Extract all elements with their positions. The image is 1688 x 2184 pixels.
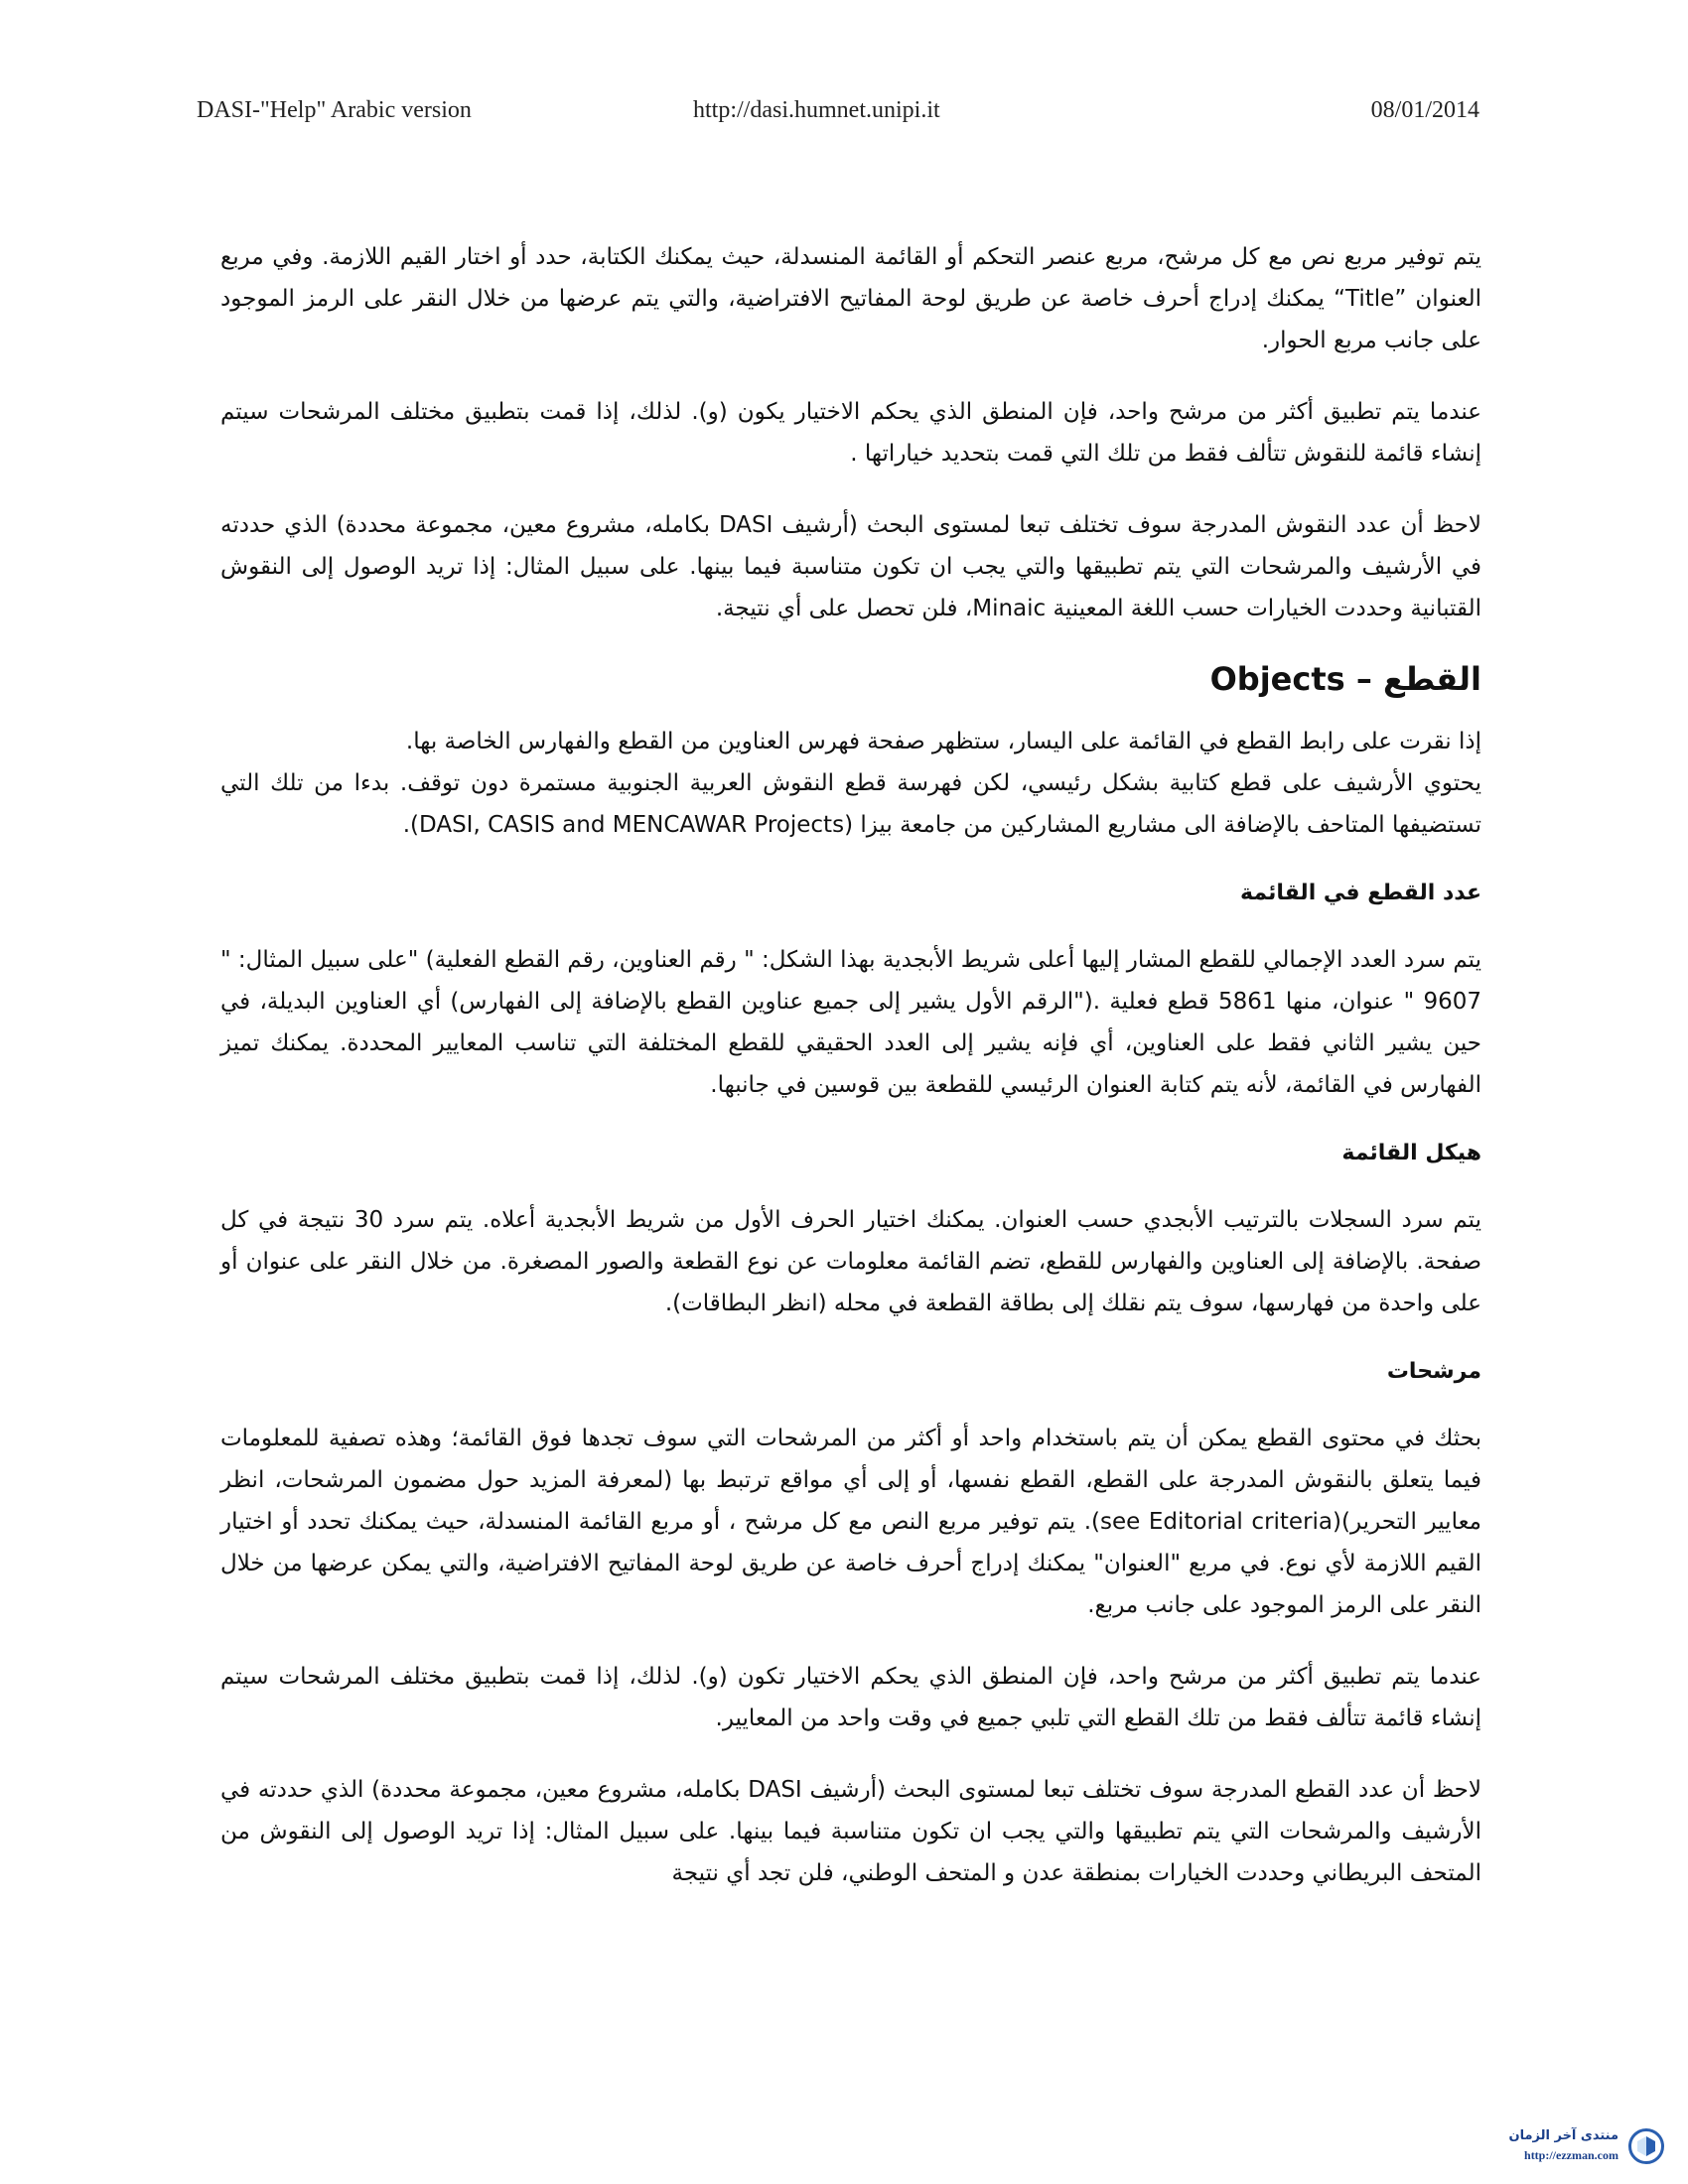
intro-paragraph-3: لاحظ أن عدد النقوش المدرجة سوف تختلف تبعا لمستوى البحث (أرشيف DASI بكامله، مشروع معين، مجموعة محددة) الذي حددته في الأرشيف والمرشحات التي يتم تطبيقها والتي يجب ان تكون متناسبة فيما بينها. على سبيل المثال: إذا تريد الوصول إلى النقوش القتبانية وحددت الخيارات حسب اللغة المعينية Minaic، فلن تحصل على أي نتيجة. [220, 512, 1481, 621]
filters-paragraph-2: عندما يتم تطبيق أكثر من مرشح واحد، فإن المنطق الذي يحكم الاختيار تكون (و). لذلك، إذا قمت بتطبيق مختلف المرشحات سيتم إنشاء قائمة تتألف فقط من تلك القطع التي تلبي جميع في وقت واحد من المعايير. [220, 1664, 1481, 1731]
objects-intro-line-1: إذا نقرت على رابط القطع في القائمة على اليسار، ستظهر صفحة فهرس العناوين من القطع والفهارس الخاصة بها. [405, 729, 1481, 754]
objects-heading: القطع – Objects [1209, 660, 1481, 698]
filters-paragraph-3: لاحظ أن عدد القطع المدرجة سوف تختلف تبعا لمستوى البحث (أرشيف DASI بكامله، مشروع معين، مجموعة محددة) الذي حددته في الأرشيف والمرشحات التي يتم تطبيقها والتي يجب ان تكون متناسبة فيما بينها. على سبيل المثال: إذا تريد الوصول إلى النقوش من المتحف البريطاني وحددت الخيارات بمنطقة عدن و المتحف الوطني، فلن تجد أي نتيجة [220, 1777, 1481, 1886]
header-date: 08/01/2014 [1370, 97, 1479, 123]
count-paragraph: يتم سرد العدد الإجمالي للقطع المشار إليها أعلى شريط الأبجدية بهذا الشكل: " رقم العناوين، رقم القطع الفعلية) "على سبيل المثال: " 9607 " عنوان، منها 5861 قطع فعلية .("الرقم الأول يشير إلى جميع عناوين القطع بالإضافة إلى الفهارس) أي العناوين البديلة، في حين يشير الثاني فقط على العناوين، أي فإنه يشير إلى العدد الحقيقي للقطع المختلفة التي تناسب المعايير المحددة. يمكنك تميز الفهارس في القائمة، لأنه يتم كتابة العنوان الرئيسي للقطعة بين قوسين في جانبها. [220, 947, 1481, 1098]
objects-intro-line-2: يحتوي الأرشيف على قطع كتابية بشكل رئيسي، لكن فهرسة قطع النقوش العربية الجنوبية مستمرة دون توقف. بدءا من تلك التي تستضيفها المتاحف بالإضافة الى مشاريع المشاركين من جامعة بيزا (DASI, CASIS and MENCAWAR Projects). [220, 770, 1481, 838]
intro-paragraph-1: يتم توفير مربع نص مع كل مرشح، مربع عنصر التحكم أو القائمة المنسدلة، حيث يمكنك الكتابة، حدد أو اختار القيم اللازمة. وفي مربع العنوان ”Title“ يمكنك إدراج أحرف خاصة عن طريق لوحة المفاتيح الافتراضية، والتي يتم عرضها من خلال النقر على الرمز الموجود على جانب مربع الحوار. [220, 244, 1482, 353]
intro-paragraph-2: عندما يتم تطبيق أكثر من مرشح واحد، فإن المنطق الذي يحكم الاختيار يكون (و). لذلك، إذا قمت بتطبيق مختلف المرشحات سيتم إنشاء قائمة للنقوش تتألف فقط من تلك التي قمت بتحديد خياراتها . [220, 399, 1481, 467]
header-url: http://dasi.humnet.unipi.it [693, 97, 940, 123]
watermark-url: http://ezzman.com [1524, 2148, 1618, 2162]
structure-paragraph: يتم سرد السجلات بالترتيب الأبجدي حسب العنوان. يمكنك اختيار الحرف الأول من شريط الأبجدية أعلاه. يتم سرد 30 نتيجة في كل صفحة. بالإضافة إلى العناوين والفهارس للقطع، تضم القائمة معلومات عن نوع القطعة والصور المصغرة. من خلال النقر على عنوان أو على واحدة من فهارسها، سوف يتم نقلك إلى بطاقة القطعة في محله (انظر البطاقات). [220, 1207, 1481, 1316]
count-heading: عدد القطع في القائمة [1239, 881, 1481, 905]
filters-heading: مرشحات [1386, 1359, 1481, 1384]
hexagon-logo-icon [1628, 2128, 1664, 2164]
page-header [197, 97, 1479, 137]
header-doc-title: DASI-"Help" Arabic version [197, 97, 472, 123]
forum-watermark [1479, 2124, 1668, 2172]
watermark-title: منتدى آخر الزمان [1508, 2128, 1618, 2143]
document-body [220, 236, 1481, 1894]
filters-paragraph-1: بحثك في محتوى القطع يمكن أن يتم باستخدام واحد أو أكثر من المرشحات التي سوف تجدها فوق القائمة؛ وهذه تصفية للمعلومات فيما يتعلق بالنقوش المدرجة على القطع، القطع نفسها، أو إلى أي مواقع ترتبط بها (لمعرفة المزيد حول مضمون المرشحات، انظر معايير التحرير)(see Editorial criteria). يتم توفير مربع النص مع كل مرشح ، أو مربع القائمة المنسدلة، حيث يمكنك تحدد أو اختيار القيم اللازمة لأي نوع. في مربع "العنوان" يمكنك إدراج أحرف خاصة عن طريق لوحة المفاتيح الافتراضية، والتي يمكن عرضها من خلال النقر على الرمز الموجود على جانب مربع. [220, 1426, 1481, 1618]
structure-heading: هيكل القائمة [1341, 1141, 1481, 1165]
